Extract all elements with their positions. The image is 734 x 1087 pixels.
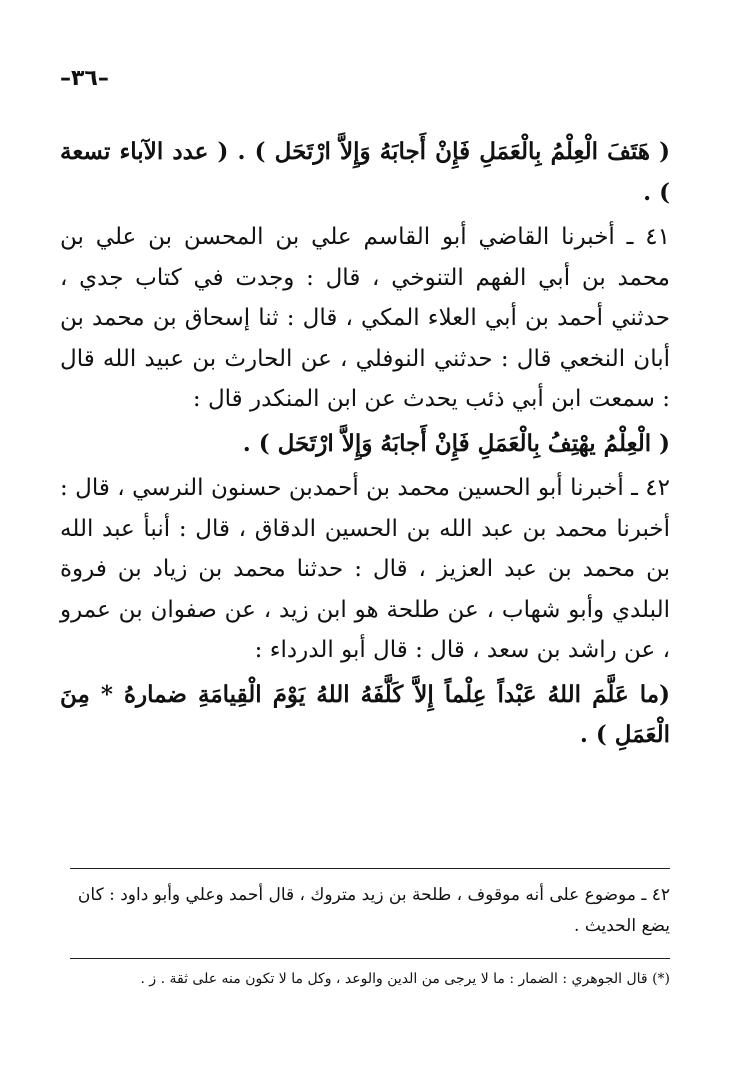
narration-41: ٤١ ـ أخبرنا القاضي أبو القاسم علي بن المحسن بن علي بن محمد بن أبي الفهم التنوخي ، قال : وجدت في كتاب جدي ، حدثني أحمد بن أبي العلاء المكي ، قال : ثنا إسحاق بن محمد بن أبان النخعي قال : حدثني النوفلي ، عن الحارث بن عبيد الله قال : سمعت ابن أبي ذئب يحدث عن ابن المنكدر قال : <box>60 224 670 412</box>
footnote-42: ٤٢ ـ موضوع على أنه موقوف ، طلحة بن زيد متروك ، قال أحمد وعلي وأبو داود : كان يضع الحديث . <box>77 885 670 936</box>
footnote-glossary: (*) قال الجوهري : الضمار : ما لا يرجى من الدين والوعد ، وكل ما لا تكون منه على ثقة . ز . <box>140 971 670 987</box>
hadith-text-1: ( هَتَفَ الْعِلْمُ بِالْعَمَلِ فَإِنْ أَجابَهُ وَإِلاَّ ارْتَحَل ) . ( عدد الآباء تسعة ) . <box>60 138 670 206</box>
hadith-text-3: (ما عَلَّمَ اللهُ عَبْداً عِلْماً إِلاَّ كَلَّفَهُ اللهُ يَوْمَ الْقِيامَةِ ضمارهُ * مِنَ الْعَمَلِ ) . <box>60 680 670 748</box>
footnote-divider-secondary <box>70 958 670 959</box>
narration-42: ٤٢ ـ أخبرنا أبو الحسين محمد بن أحمدبن حسنون النرسي ، قال : أخبرنا محمد بن عبد الله بن الحسين الدقاق ، قال : أنبأ عبد الله بن محمد بن عبد العزيز ، قال : حدثنا محمد بن زياد بن فروة البلدي وأبو شهاب ، عن طلحة هو ابن زيد ، عن صفوان بن عمرو ، عن راشد بن سعد ، قال : قال أبو الدرداء : <box>60 475 670 663</box>
book-page <box>60 60 670 1060</box>
footnote-divider <box>70 868 670 869</box>
page-number: –٣٦– <box>60 66 109 91</box>
main-text <box>60 132 670 760</box>
hadith-text-2: ( الْعِلْمُ يهْتِفُ بِالْعَمَلِ فَإِنْ أَجابَهُ وَإِلاَّ ارْتَحَل ) . <box>242 429 670 457</box>
